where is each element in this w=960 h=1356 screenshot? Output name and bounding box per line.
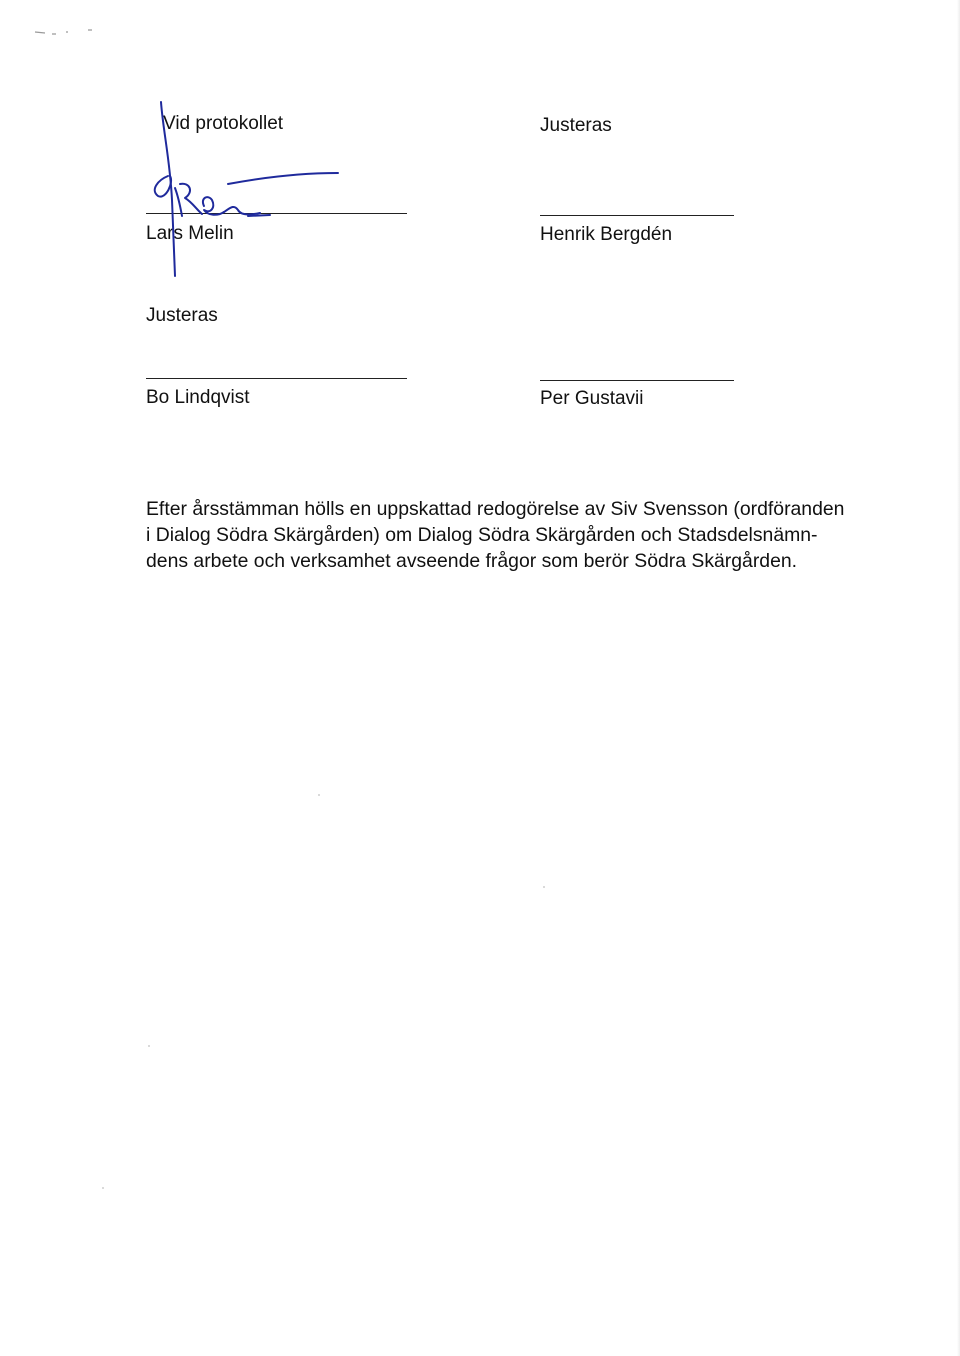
paragraph-line: dens arbete och verksamhet avseende frågor som berör Södra Skärgården. [146,550,798,572]
paragraph-line: Efter årsstämman hölls en uppskattad redogörelse av Siv Svensson (ordföranden [146,498,845,520]
right-heading: Justeras [540,115,612,136]
scan-speck [318,794,320,796]
scan-speck [102,1187,104,1189]
right-signer-name: Henrik Bergdén [540,224,673,245]
second-right-signer-name: Per Gustavii [540,388,644,409]
right-signature-line [540,215,734,216]
scan-artifact-marks [30,22,120,42]
handwritten-signature [130,100,360,285]
left-signer-name: Lars Melin [146,223,234,244]
bo-lindqvist-signature-line [146,378,407,379]
per-gustavii-signature-line [540,380,734,381]
paragraph-line: i Dialog Södra Skärgården) om Dialog Södra Skärgården och Stadsdelsnämn- [146,524,818,546]
scan-speck [543,886,545,888]
second-left-signer-name: Bo Lindqvist [146,387,250,408]
second-row-heading: Justeras [146,305,218,326]
left-heading: Vid protokollet [163,113,284,134]
body-paragraph [146,496,866,574]
scan-speck [148,1045,150,1047]
